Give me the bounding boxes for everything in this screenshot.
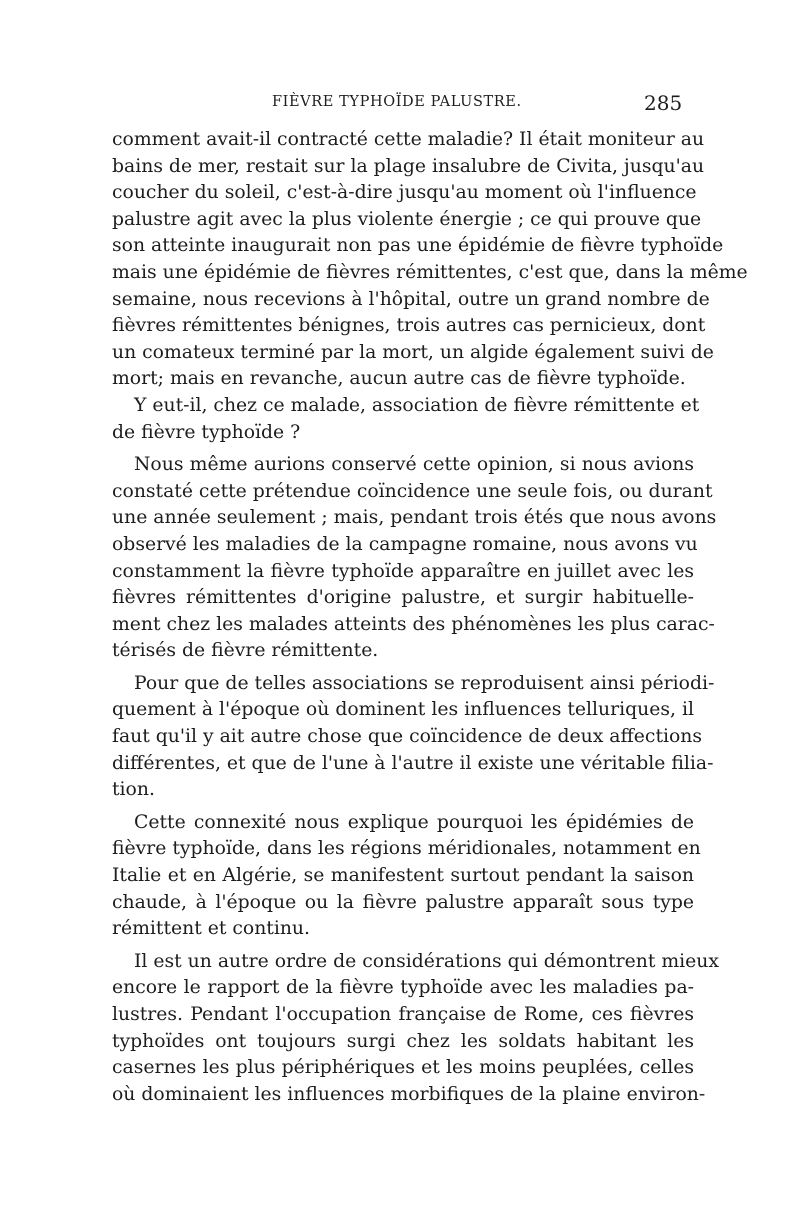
text-line: encore le rapport de la fièvre typhoïde avec les maladies pa-: [112, 977, 694, 999]
text-line: typhoïdes ont toujours surgi chez les soldats habitant les: [112, 1030, 694, 1052]
text-line: tion.: [112, 779, 155, 801]
text-line: Y eut-il, chez ce malade, association de fièvre rémittente et: [134, 394, 700, 416]
text-line: chaude, à l'époque ou la fièvre palustre apparaît sous type: [112, 891, 694, 913]
text-line: observé les maladies de la campagne romaine, nous avons vu: [112, 533, 698, 555]
text-line: rémittent et continu.: [112, 918, 311, 940]
text-line: lustres. Pendant l'occupation française de Rome, ces fièvres: [112, 1004, 694, 1025]
text-line: casernes les plus périphériques et les moins peuplées, celles: [112, 1057, 694, 1079]
text-line: semaine, nous recevions à l'hôpital, outre un grand nombre de: [112, 288, 710, 310]
text-line: Il est un autre ordre de considérations qui démontrent mieux: [134, 950, 719, 972]
text-line: quement à l'époque où dominent les influences telluriques, il: [112, 699, 694, 721]
text-line: une année seulement ; mais, pendant trois étés que nous avons: [112, 507, 717, 529]
text-line: un comateux terminé par la mort, un algide également suivi de: [112, 341, 714, 363]
text-line: fièvres rémittentes bénignes, trois autres cas pernicieux, dont: [112, 315, 706, 337]
text-line: térisés de fièvre rémittente.: [112, 640, 379, 662]
text-line: mort; mais en revanche, aucun autre cas de fièvre typhoïde.: [112, 368, 686, 390]
text-line: constaté cette prétendue coïncidence une seule fois, ou durant: [112, 480, 713, 502]
text-line: Nous même aurions conservé cette opinion, si nous avions: [134, 454, 694, 476]
text-line: de fièvre typhoïde ?: [112, 421, 301, 443]
text-line: fièvres rémittentes d'origine palustre, et surgir habituelle-: [112, 587, 694, 609]
text-line: son atteinte inaugurait non pas une épidémie de fièvre typhoïde: [112, 235, 724, 257]
text-line: différentes, et que de l'une à l'autre il existe une véritable filia-: [112, 752, 714, 774]
text-line: ment chez les malades atteints des phénomènes les plus carac-: [112, 613, 715, 635]
text-line: Pour que de telles associations se reproduisent ainsi périodi-: [134, 672, 715, 694]
text-line: fièvre typhoïde, dans les régions méridionales, notamment en: [112, 838, 701, 860]
text-line: Italie et en Algérie, se manifestent surtout pendant la saison: [112, 865, 694, 887]
text-line: palustre agit avec la plus violente énergie ; ce qui prouve que: [112, 208, 702, 230]
page-header: [0, 91, 800, 118]
body-text: [112, 127, 748, 1108]
text-line: mais une épidémie de fièvres rémittentes, c'est que, dans la même: [112, 261, 748, 283]
text-line: constamment la fièvre typhoïde apparaître en juillet avec les: [112, 560, 694, 582]
page-number: 285: [644, 91, 683, 115]
text-line: où dominaient les influences morbifiques de la plaine environ-: [112, 1083, 706, 1105]
text-line: faut qu'il y ait autre chose que coïncidence de deux affections: [112, 726, 703, 748]
text-line: Cette connexité nous explique pourquoi les épidémies de: [134, 811, 694, 833]
text-line: bains de mer, restait sur la plage insalubre de Civita, jusqu'au: [112, 155, 705, 177]
running-title: FIÈVRE TYPHOÏDE PALUSTRE.: [272, 94, 522, 110]
text-line: coucher du soleil, c'est-à-dire jusqu'au moment où l'influence: [112, 182, 697, 204]
text-line: comment avait-il contracté cette maladie? Il était moniteur au: [112, 129, 705, 150]
